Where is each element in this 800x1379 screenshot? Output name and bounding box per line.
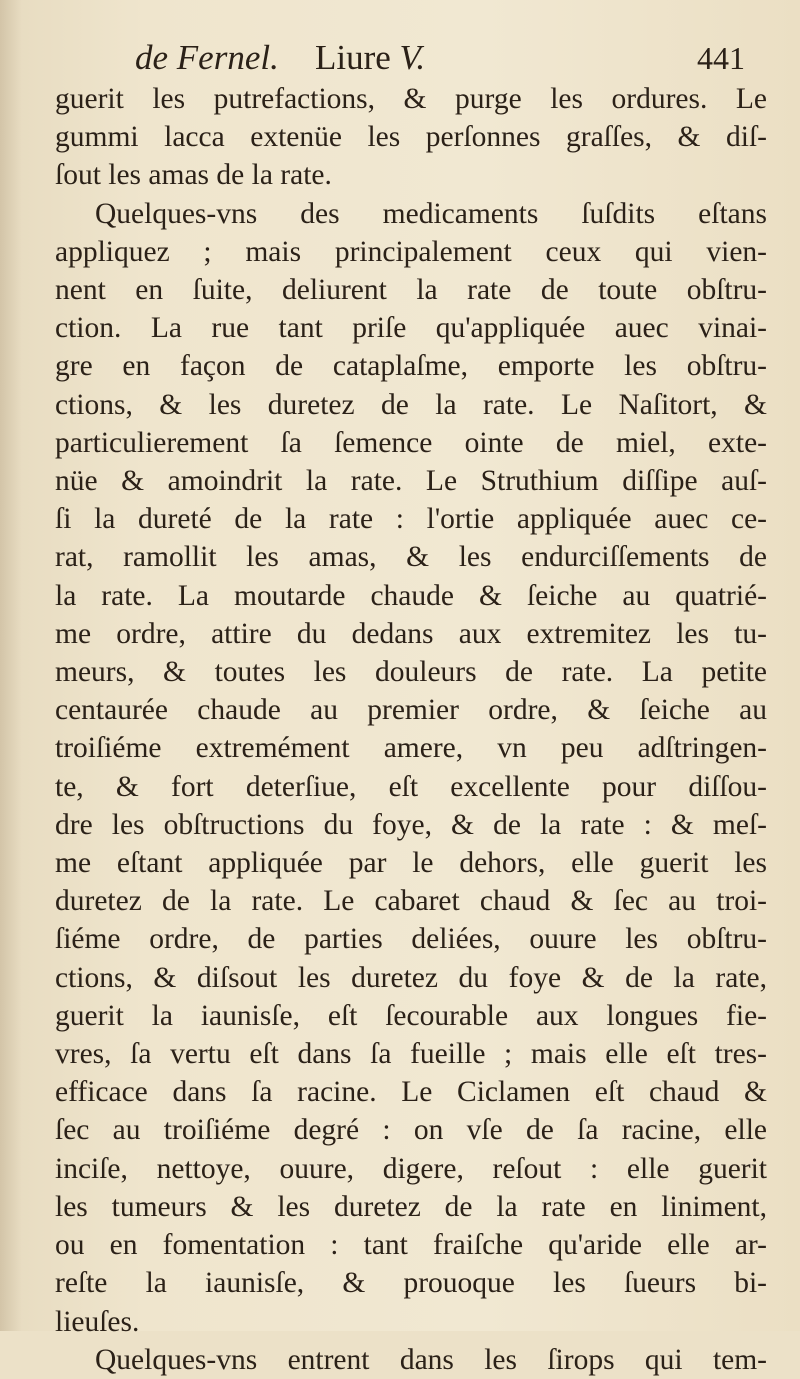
- text-line: guerit les putrefactions, & purge les ordures. Le: [55, 83, 767, 115]
- text-line: troiſiéme extremément amere, vn peu adſtringen-: [55, 732, 767, 765]
- page-number: 441: [697, 40, 745, 76]
- text-line: vres, ſa vertu eſt dans ſa fueille ; mais elle eſt tres-: [55, 1038, 767, 1071]
- text-line: ſec au troiſiéme degré : on vſe de ſa racine, elle: [55, 1114, 767, 1147]
- text-line: rat, ramollit les amas, & les endurciſſements de: [55, 541, 767, 574]
- body-text: [55, 80, 767, 1379]
- text-line: nent en ſuite, deliurent la rate de toute obſtru-: [55, 274, 767, 307]
- text-line: ctions, & diſsout les duretez du foye & de la rate,: [55, 961, 767, 994]
- text-line: ction. La rue tant priſe qu'appliquée auec vinai-: [55, 312, 767, 345]
- text-line: ou en fomentation : tant fraiſche qu'aride elle ar-: [55, 1229, 767, 1262]
- text-line: me ordre, attire du dedans aux extremitez les tu-: [55, 617, 767, 650]
- text-line: te, & fort deterſiue, eſt excellente pour diſſou-: [55, 770, 767, 803]
- text-line: appliquez ; mais principalement ceux qui vien-: [55, 235, 767, 268]
- text-line: inciſe, nettoye, ouure, digere, reſout : elle guerit: [55, 1152, 767, 1185]
- gutter-shadow: [0, 0, 22, 1331]
- text-line: duretez de la rate. Le cabaret chaud & ſec au troi-: [55, 885, 767, 918]
- text-line: ſout les amas de la rate.: [55, 159, 332, 192]
- running-head-book-number: V.: [399, 38, 426, 77]
- text-line: reſte la iaunisſe, & prouoque les ſueurs bi-: [55, 1267, 767, 1300]
- text-line: centaurée chaude au premier ordre, & ſeiche au: [55, 694, 767, 727]
- text-line: particulierement ſa ſemence ointe de miel, exte-: [55, 426, 767, 459]
- running-head-book: [315, 38, 425, 78]
- text-line: Quelques-vns entrent dans les ſirops qui tem-: [95, 1343, 767, 1376]
- text-line: ſi la dureté de la rate : l'ortie appliquée auec ce-: [55, 503, 767, 536]
- text-line: lieuſes.: [55, 1305, 140, 1338]
- text-line: la rate. La moutarde chaude & ſeiche au quatrié-: [55, 579, 767, 612]
- text-line: efficace dans ſa racine. Le Ciclamen eſt chaud &: [55, 1076, 767, 1109]
- text-line: Quelques-vns des medicaments ſuſdits eſtans: [95, 197, 767, 230]
- text-line: les tumeurs & les duretez de la rate en liniment,: [55, 1190, 767, 1223]
- text-line: nüe & amoindrit la rate. Le Struthium diſſipe auſ-: [55, 465, 767, 498]
- text-line: guerit la iaunisſe, eſt ſecourable aux longues fie-: [55, 999, 767, 1032]
- text-line: ſiéme ordre, de parties deliées, ouure les obſtru-: [55, 923, 767, 956]
- text-line: gummi lacca extenüe les perſonnes graſſes, & diſ-: [55, 121, 767, 154]
- text-line: dre les obſtructions du foye, & de la rate : & meſ-: [55, 808, 767, 841]
- text-line: me eſtant appliquée par le dehors, elle guerit les: [55, 847, 767, 880]
- running-head-author: de Fernel.: [135, 38, 279, 77]
- running-head-book-label: Liure: [315, 38, 391, 77]
- text-line: ctions, & les duretez de la rate. Le Naſitort, &: [55, 388, 767, 421]
- running-head: [135, 38, 765, 84]
- text-line: meurs, & toutes les douleurs de rate. La petite: [55, 656, 767, 689]
- text-line: gre en façon de cataplaſme, emporte les obſtru-: [55, 350, 767, 383]
